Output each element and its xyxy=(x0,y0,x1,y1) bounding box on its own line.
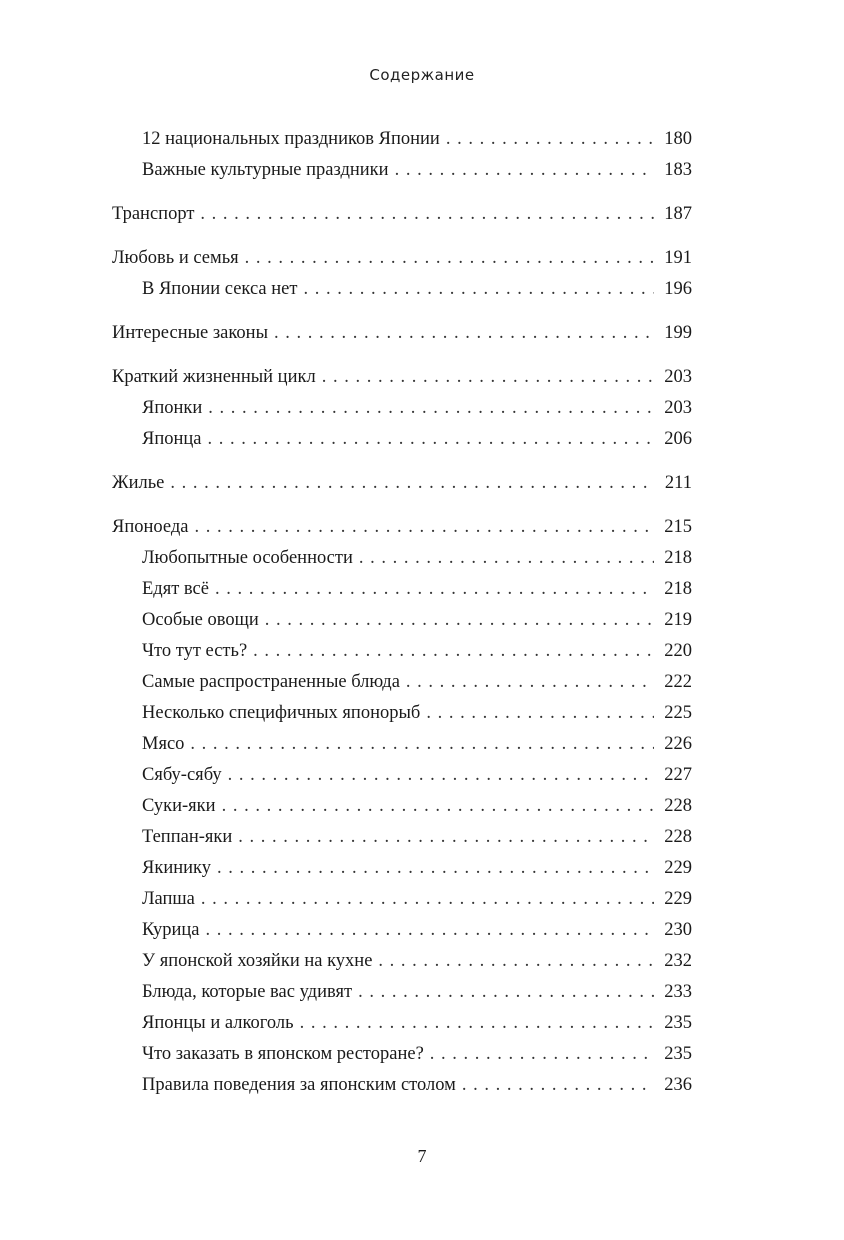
toc-entry[interactable] xyxy=(112,243,692,274)
toc-entry[interactable] xyxy=(112,667,692,698)
dot-leader xyxy=(265,605,654,636)
table-of-contents xyxy=(112,124,692,1101)
toc-entry-title: Едят всё xyxy=(142,579,209,599)
toc-entry[interactable] xyxy=(112,791,692,822)
toc-entry-page: 206 xyxy=(664,429,692,449)
toc-entry-page: 218 xyxy=(664,579,692,599)
toc-entry-page: 229 xyxy=(664,858,692,878)
toc-entry-title: Краткий жизненный цикл xyxy=(112,367,316,387)
dot-leader xyxy=(378,946,654,977)
dot-leader xyxy=(170,468,654,499)
toc-entry-title: Японца xyxy=(142,429,202,449)
toc-entry-page: 235 xyxy=(664,1013,692,1033)
toc-entry-page: 232 xyxy=(664,951,692,971)
dot-leader xyxy=(222,791,654,822)
page-header: Содержание xyxy=(369,66,475,84)
dot-leader xyxy=(430,1039,654,1070)
dot-leader xyxy=(190,729,654,760)
toc-entry-title: Несколько специфичных японорыб xyxy=(142,703,421,723)
dot-leader xyxy=(200,199,654,230)
toc-entry-title: Японцы и алкоголь xyxy=(142,1013,294,1033)
toc-entry[interactable] xyxy=(112,1070,692,1101)
dot-leader xyxy=(359,543,654,574)
dot-leader xyxy=(274,318,654,349)
toc-entry-page: 196 xyxy=(664,279,692,299)
toc-entry[interactable] xyxy=(112,605,692,636)
toc-entry-title: Сябу-сябу xyxy=(142,765,222,785)
toc-entry[interactable] xyxy=(112,977,692,1008)
toc-entry[interactable] xyxy=(112,199,692,230)
toc-entry-page: 228 xyxy=(664,796,692,816)
dot-leader xyxy=(395,155,654,186)
toc-entry-title: Лапша xyxy=(142,889,195,909)
toc-entry-page: 228 xyxy=(664,827,692,847)
toc-entry-page: 235 xyxy=(664,1044,692,1064)
toc-entry[interactable] xyxy=(112,543,692,574)
dot-leader xyxy=(358,977,654,1008)
toc-entry[interactable] xyxy=(112,318,692,349)
toc-entry-page: 187 xyxy=(664,204,692,224)
toc-entry-title: Что заказать в японском ресторане? xyxy=(142,1044,424,1064)
toc-entry[interactable] xyxy=(112,274,692,305)
toc-entry[interactable] xyxy=(112,760,692,791)
toc-entry-title: Особые овощи xyxy=(142,610,259,630)
toc-entry-title: Что тут есть? xyxy=(142,641,248,661)
toc-entry-title: Самые распространенные блюда xyxy=(142,672,400,692)
dot-leader xyxy=(253,636,654,667)
toc-entry[interactable] xyxy=(112,698,692,729)
toc-entry[interactable] xyxy=(112,424,692,455)
toc-entry-title: Японки xyxy=(142,398,203,418)
toc-entry[interactable] xyxy=(112,362,692,393)
toc-entry-page: 203 xyxy=(664,398,692,418)
toc-entry-title: Транспорт xyxy=(112,204,195,224)
toc-entry-page: 233 xyxy=(664,982,692,1002)
toc-entry-page: 225 xyxy=(664,703,692,723)
dot-leader xyxy=(228,760,654,791)
toc-entry-page: 191 xyxy=(664,248,692,268)
toc-entry[interactable] xyxy=(112,636,692,667)
toc-entry-page: 211 xyxy=(664,473,692,493)
toc-entry-title: Теппан-яки xyxy=(142,827,233,847)
dot-leader xyxy=(303,274,654,305)
dot-leader xyxy=(446,124,654,155)
toc-entry[interactable] xyxy=(112,468,692,499)
toc-entry-page: 203 xyxy=(664,367,692,387)
toc-entry[interactable] xyxy=(112,884,692,915)
toc-entry-title: Блюда, которые вас удивят xyxy=(142,982,353,1002)
toc-entry-title: Суки-яки xyxy=(142,796,216,816)
toc-entry[interactable] xyxy=(112,946,692,977)
dot-leader xyxy=(462,1070,654,1101)
toc-entry-page: 230 xyxy=(664,920,692,940)
toc-entry[interactable] xyxy=(112,915,692,946)
toc-entry-page: 236 xyxy=(664,1075,692,1095)
toc-entry-page: 220 xyxy=(664,641,692,661)
toc-entry-title: Курица xyxy=(142,920,200,940)
toc-entry[interactable] xyxy=(112,1008,692,1039)
dot-leader xyxy=(322,362,654,393)
toc-entry[interactable] xyxy=(112,822,692,853)
toc-entry-title: Важные культурные праздники xyxy=(142,160,389,180)
toc-entry-page: 227 xyxy=(664,765,692,785)
toc-entry-title: В Японии секса нет xyxy=(142,279,298,299)
dot-leader xyxy=(300,1008,654,1039)
toc-entry-title: Якинику xyxy=(142,858,212,878)
toc-entry-page: 199 xyxy=(664,323,692,343)
dot-leader xyxy=(406,667,654,698)
toc-entry-title: Любопытные особенности xyxy=(142,548,353,568)
dot-leader xyxy=(245,243,654,274)
toc-entry[interactable] xyxy=(112,512,692,543)
toc-entry-page: 180 xyxy=(664,129,692,149)
toc-entry-title: Интересные законы xyxy=(112,323,269,343)
dot-leader xyxy=(205,915,654,946)
toc-entry-title: Японоеда xyxy=(112,517,189,537)
toc-entry-page: 229 xyxy=(664,889,692,909)
toc-entry-title: Правила поведения за японским столом xyxy=(142,1075,456,1095)
toc-entry-title: 12 национальных праздников Японии xyxy=(142,129,440,149)
dot-leader xyxy=(215,574,654,605)
toc-entry-page: 183 xyxy=(664,160,692,180)
toc-entry[interactable] xyxy=(112,574,692,605)
toc-entry-title: Любовь и семья xyxy=(112,248,239,268)
toc-entry-page: 226 xyxy=(664,734,692,754)
toc-entry-page: 222 xyxy=(664,672,692,692)
dot-leader xyxy=(426,698,654,729)
toc-entry[interactable] xyxy=(112,729,692,760)
dot-leader xyxy=(238,822,654,853)
toc-entry-title: Мясо xyxy=(142,734,185,754)
toc-entry[interactable] xyxy=(112,1039,692,1070)
toc-entry-title: У японской хозяйки на кухне xyxy=(142,951,373,971)
page-number: 7 xyxy=(417,1146,427,1166)
toc-entry[interactable] xyxy=(112,155,692,186)
toc-entry[interactable] xyxy=(112,853,692,884)
toc-entry-page: 218 xyxy=(664,548,692,568)
dot-leader xyxy=(194,512,654,543)
dot-leader xyxy=(201,884,654,915)
toc-entry[interactable] xyxy=(112,393,692,424)
toc-entry-page: 219 xyxy=(664,610,692,630)
dot-leader xyxy=(208,393,654,424)
toc-entry-page: 215 xyxy=(664,517,692,537)
toc-entry-title: Жилье xyxy=(112,473,165,493)
toc-entry[interactable] xyxy=(112,124,692,155)
dot-leader xyxy=(208,424,654,455)
dot-leader xyxy=(217,853,654,884)
